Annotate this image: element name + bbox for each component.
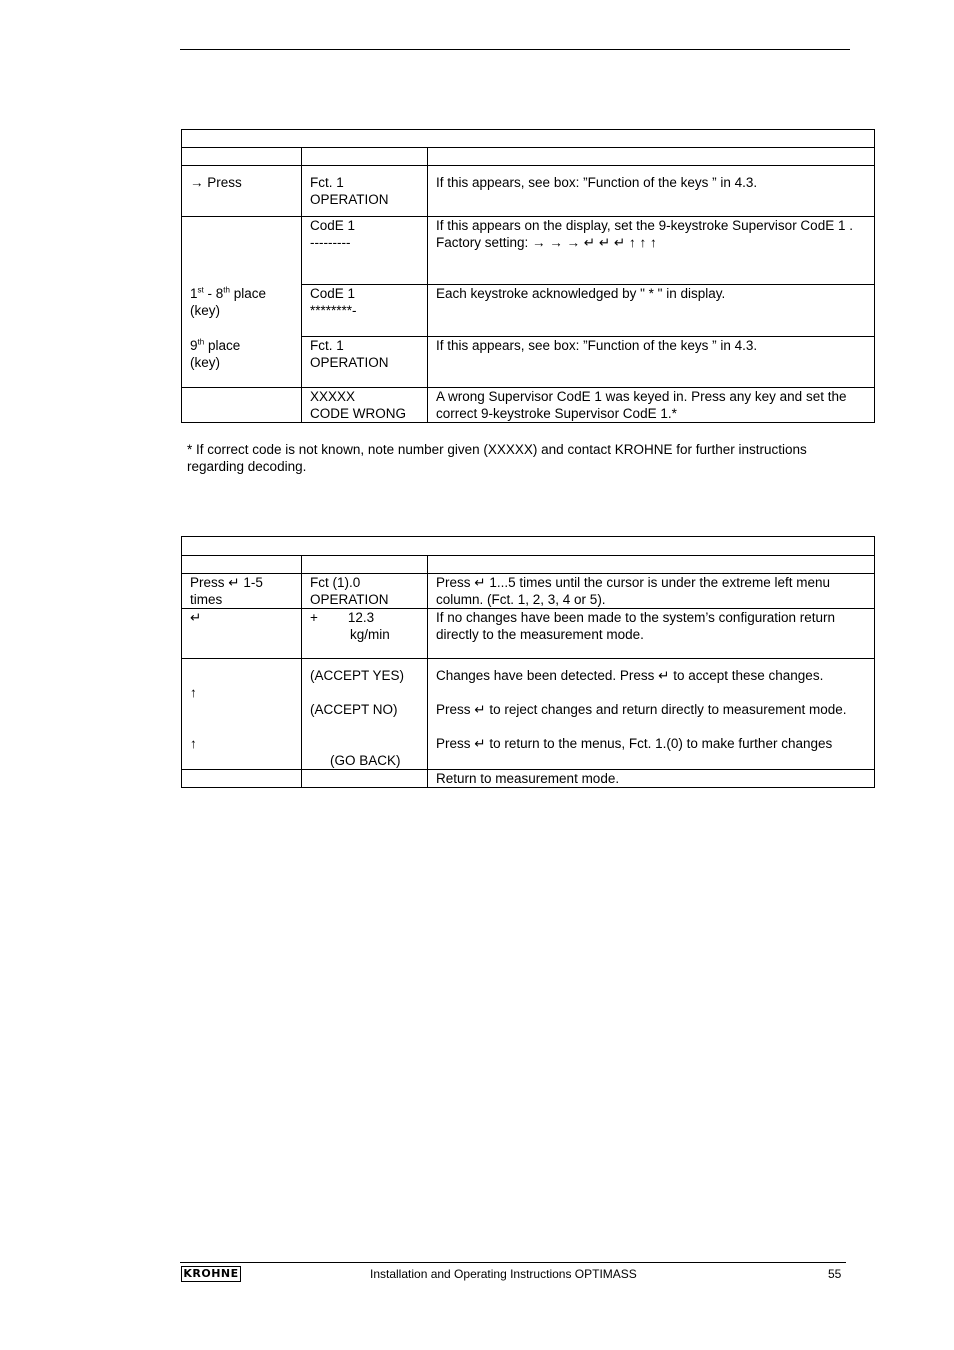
- description-cell: A wrong Supervisor CodE 1 was keyed in. Press any key and set the correct 9-keystroke Supervisor CodE 1.*: [428, 388, 875, 423]
- key-cell: [182, 217, 302, 285]
- display-cell: CodE 1 ********-: [302, 285, 428, 337]
- display-cell: + 12.3 kg/min: [302, 609, 428, 659]
- table-header-row: [182, 556, 875, 574]
- supervisor-code-table: [181, 129, 875, 423]
- description-cell: Press ↵ 1...5 times until the cursor is under the extreme left menu column. (Fct. 1, 2, 3, 4 or 5).: [428, 574, 875, 609]
- description-cell: If this appears on the display, set the 9-keystroke Supervisor CodE 1 . Factory setting: → → → ↵ ↵ ↵ ↑ ↑ ↑: [428, 217, 875, 285]
- display-cell: Fct. 1 OPERATION: [302, 337, 428, 388]
- key-cell: → Press: [182, 166, 302, 217]
- table-title-row: [182, 537, 875, 556]
- description-cell: Changes have been detected. Press ↵ to accept these changes. Press ↵ to reject changes and return directly to measurement mode. Press ↵ to return to the menus, Fct. 1.(0) to make further changes: [428, 659, 875, 770]
- display-cell: CodE 1 ---------: [302, 217, 428, 285]
- footer-title: Installation and Operating Instructions OPTIMASS: [370, 1267, 637, 1281]
- description-cell: If this appears, see box: ”Function of the keys ” in 4.3.: [428, 337, 875, 388]
- description-cell: Return to measurement mode.: [428, 770, 875, 788]
- exit-procedure-table: [181, 536, 875, 788]
- display-cell: Fct. 1 OPERATION: [302, 166, 428, 217]
- table-row: [182, 574, 875, 609]
- krohne-logo: KROHNE: [181, 1266, 241, 1282]
- footer-rule: [180, 1262, 846, 1263]
- display-cell: XXXXX CODE WRONG: [302, 388, 428, 423]
- key-cell: 9th place (key): [182, 337, 302, 388]
- description-cell: If this appears, see box: ”Function of the keys ” in 4.3.: [428, 166, 875, 217]
- page-number: 55: [828, 1267, 842, 1281]
- key-cell: [182, 770, 302, 788]
- display-cell: [302, 770, 428, 788]
- table-row: [182, 609, 875, 659]
- table-row: [182, 659, 875, 770]
- key-cell: Press ↵ 1-5 times: [182, 574, 302, 609]
- footnote: * If correct code is not known, note number given (XXXXX) and contact KROHNE for further instructions regarding decoding.: [187, 442, 807, 474]
- table-row: [182, 337, 875, 388]
- key-cell: ↑ ↑: [182, 659, 302, 770]
- table-row: [182, 388, 875, 423]
- description-cell: If no changes have been made to the system’s configuration return directly to the measurement mode.: [428, 609, 875, 659]
- table-row: [182, 217, 875, 285]
- key-cell: [182, 388, 302, 423]
- table-header-row: [182, 148, 875, 166]
- display-cell: (ACCEPT YES) (ACCEPT NO) (GO BACK): [302, 659, 428, 770]
- description-cell: Each keystroke acknowledged by " * " in display.: [428, 285, 875, 337]
- key-cell: 1st - 8th place (key): [182, 285, 302, 337]
- key-cell: ↵: [182, 609, 302, 659]
- table-row: [182, 285, 875, 337]
- table-row: [182, 166, 875, 217]
- table-title-row: [182, 130, 875, 148]
- display-cell: Fct (1).0 OPERATION: [302, 574, 428, 609]
- header-rule: [180, 49, 850, 50]
- table-row: [182, 770, 875, 788]
